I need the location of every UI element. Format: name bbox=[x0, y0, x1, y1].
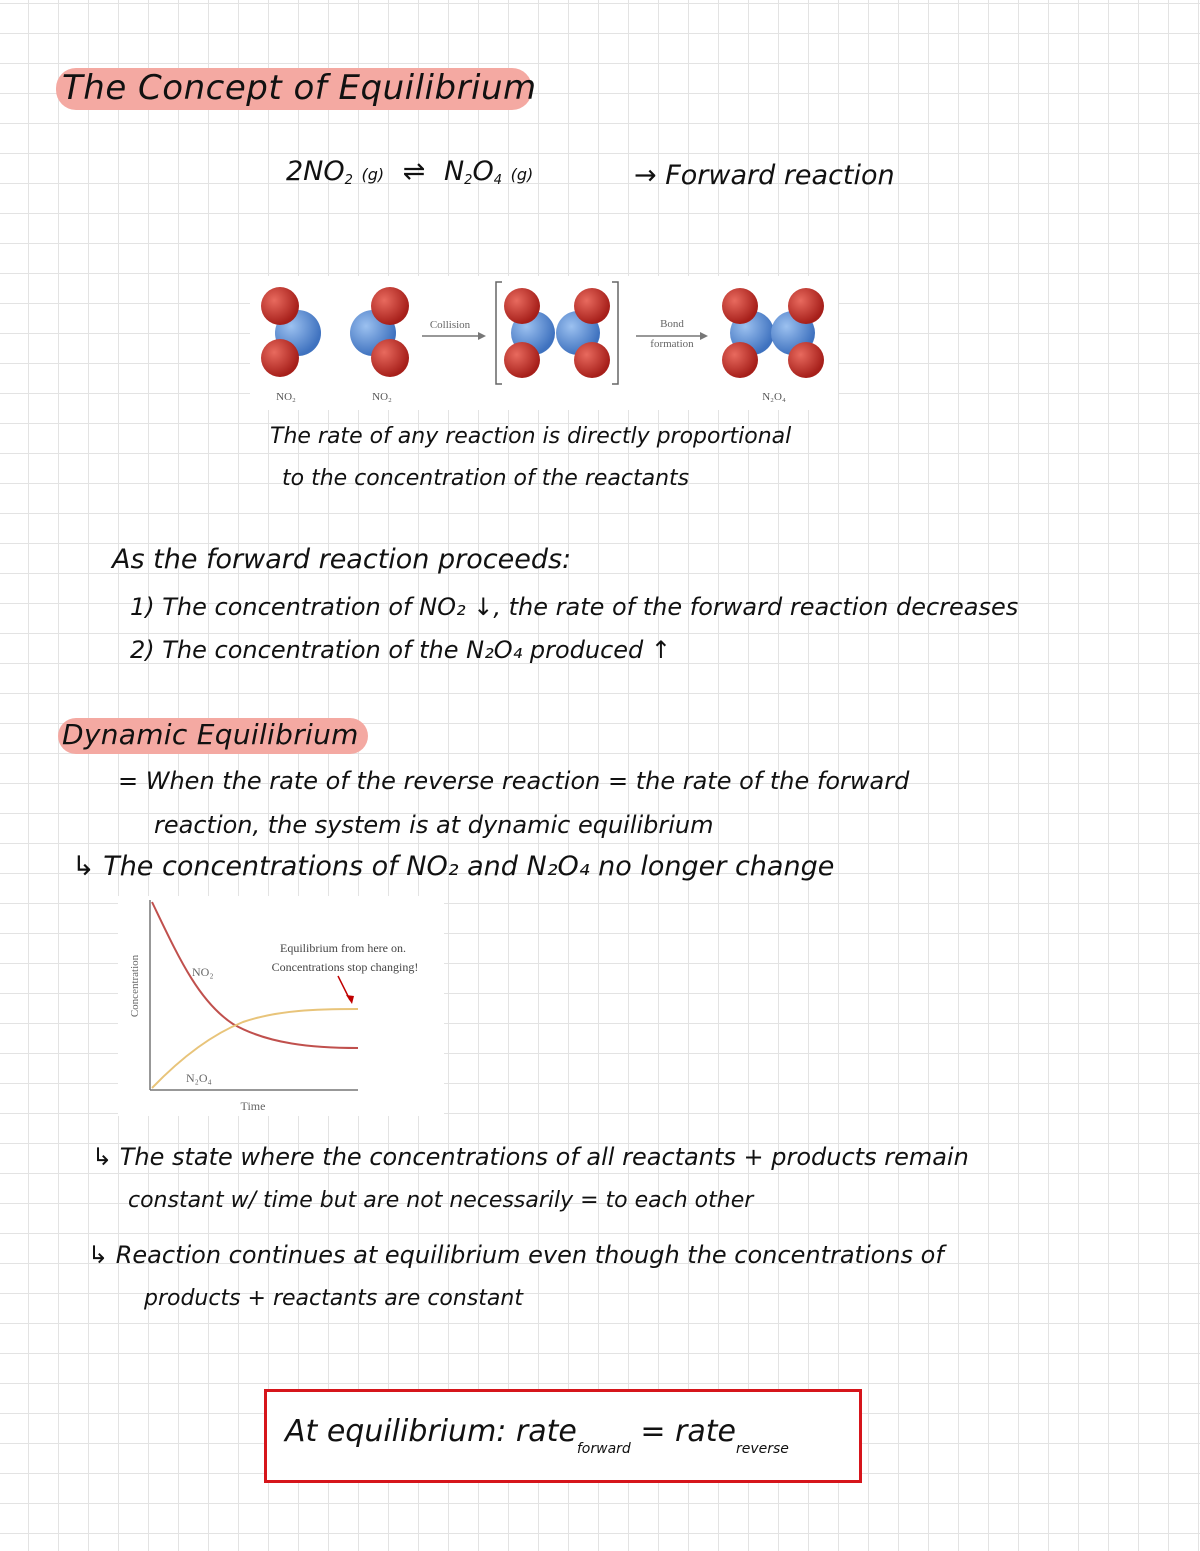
n2o4-curve bbox=[152, 1009, 358, 1088]
equation-lhs: 2NO bbox=[286, 156, 345, 187]
concentrations-line: ↳ The concentrations of NO₂ and N₂O₄ no longer change bbox=[72, 851, 835, 882]
definition-line-2: reaction, the system is at dynamic equilibrium bbox=[154, 811, 714, 839]
state-line-1: ↳ The state where the concentrations of all reactants + products remain bbox=[92, 1143, 969, 1171]
collision-label: Collision bbox=[429, 319, 471, 331]
no2-molecule-1 bbox=[261, 287, 321, 377]
no2-curve bbox=[152, 902, 358, 1048]
n2o4-series-label: N₂O₄ bbox=[186, 1071, 212, 1085]
transition-complex bbox=[504, 288, 610, 378]
chart-svg bbox=[118, 896, 444, 1116]
no2-label-2: NO₂ bbox=[372, 391, 392, 403]
point-1: 1) The concentration of NO₂ ↓, the rate of the forward reaction decreases bbox=[130, 593, 1019, 621]
n2o4-label: N₂O₄ bbox=[762, 391, 786, 403]
continues-line-1: ↳ Reaction continues at equilibrium even though the concentrations of bbox=[88, 1241, 944, 1269]
rate-note-line-2: to the concentration of the reactants bbox=[282, 466, 690, 491]
right-bracket bbox=[612, 282, 618, 384]
continues-line-2: products + reactants are constant bbox=[144, 1286, 523, 1311]
no2-molecule-2 bbox=[350, 287, 409, 377]
rate-note-line-1: The rate of any reaction is directly proportional bbox=[270, 424, 792, 449]
summary-text: At equilibrium: rate$_{forward}$ = rate$_{reverse}$ bbox=[285, 1414, 789, 1457]
page-title: The Concept of Equilibrium bbox=[62, 68, 537, 108]
summary-box bbox=[264, 1389, 862, 1483]
bond-label-2: formation bbox=[650, 338, 694, 350]
annotation-line-1: Equilibrium from here on. bbox=[280, 941, 406, 955]
equation: $2NO_2$ (g) ⇌ $N_2O_4$ (g) bbox=[286, 156, 534, 188]
arrow-icon: → bbox=[634, 160, 657, 191]
n2o4-molecule bbox=[722, 288, 824, 378]
proceeds-heading: As the forward reaction proceeds: bbox=[112, 544, 572, 575]
y-axis-label: Concentration bbox=[129, 954, 141, 1018]
x-axis-label: Time bbox=[240, 1099, 266, 1113]
concentration-time-chart bbox=[118, 896, 444, 1116]
point-2: 2) The concentration of the N₂O₄ produced ↑ bbox=[130, 636, 672, 664]
dynamic-equilibrium-title: Dynamic Equilibrium bbox=[62, 718, 359, 751]
definition-line-1: = When the rate of the reverse reaction = the rate of the forward bbox=[118, 767, 910, 795]
no2-label-1: NO₂ bbox=[276, 391, 296, 403]
bond-label-1: Bond bbox=[660, 318, 684, 330]
equilibrium-arrow: ⇌ bbox=[402, 156, 426, 187]
left-bracket bbox=[496, 282, 502, 384]
forward-reaction-note: → Forward reaction bbox=[634, 160, 895, 191]
molecule-collision-figure bbox=[250, 276, 838, 410]
no2-series-label: NO₂ bbox=[192, 965, 214, 979]
annotation-line-2: Concentrations stop changing! bbox=[271, 960, 419, 974]
state-line-2: constant w/ time but are not necessarily = to each other bbox=[128, 1188, 754, 1213]
molecule-diagram bbox=[250, 276, 838, 410]
